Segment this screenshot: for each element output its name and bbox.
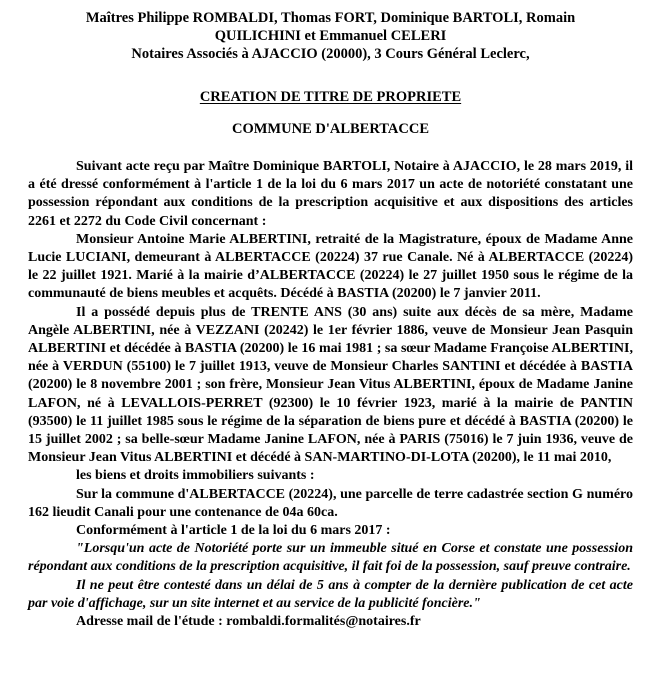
para-possession-history: Il a possédé depuis plus de TRENTE ANS (30 ans) suite aux décès de sa mère, Madame Angèle ALBERTINI, née à VEZZANI (20242) le 1er février 1886, veuve de Monsieur Jean Pasquin ALBERTINI et décédée à BASTIA (20200) le 16 mai 1981 ; sa sœur Madame Françoise ALBERTINI, née à VERDUN (55100) le 7 juillet 1913, veuve de Monsieur Charles SANTINI et décédée à BASTIA (20200) le 8 novembre 2001 ; son frère, Monsieur Jean Vitus ALBERTINI, époux de Madame Janine LAFON, né à LEVALLOIS-PERRET (92300) le 10 février 1923, marié à la mairie de PANTIN (93500) le 11 juillet 1985 sous le régime de la séparation de biens pure et décédé à BASTIA (20200) le 15 juillet 2002 ; sa belle-sœur Madame Janine LAFON, née à PARIS (75016) le 7 juin 1936, veuve de Monsieur Jean Vitus ALBERTINI et décédé à SAN-MARTINO-DI-LOTA (20200), le 11 mai 2010, bbox=[28, 304, 633, 466]
para-office-email: Adresse mail de l'étude : rombaldi.formalités@notaires.fr bbox=[76, 614, 421, 630]
para-law-quote-2: Il ne peut être contesté dans un délai de 5 ans à compter de la dernière publication de cet acte par voie d'affichage, sur un site internet et au service de la publicité foncière." bbox=[28, 577, 633, 611]
para-deed-intro: Suivant acte reçu par Maître Dominique BARTOLI, Notaire à AJACCIO, le 28 mars 2019, il a été dressé conformément à l'article 1 de la loi du 6 mars 2017 un acte de notoriété constatant une possession répondant aux conditions de la prescription acquisitive et aux dispositions des articles 2261 et 2272 du Code Civil concernant : bbox=[28, 159, 633, 229]
notary-names-line1: Maîtres Philippe ROMBALDI, Thomas FORT, Dominique BARTOLI, Romain bbox=[85, 10, 576, 26]
notary-office-address: Notaires Associés à AJACCIO (20000), 3 Cours Général Leclerc, bbox=[131, 46, 530, 62]
para-law-quote-1: "Lorsqu'un acte de Notoriété porte sur un immeuble situé en Corse et constate une possession répondant aux conditions de la prescription acquisitive, il fait foi de la possession, sauf preuve contraire. bbox=[28, 541, 633, 575]
document-title: CREATION DE TITRE DE PROPRIETE bbox=[199, 89, 462, 105]
para-deceased-owner: Monsieur Antoine Marie ALBERTINI, retraité de la Magistrature, époux de Madame Anne Lucie LUCIANI, demeurant à ALBERTACCE (20224) 37 rue Canale. Né à ALBERTACCE (20224) le 22 juillet 1921. Marié à la mairie d’ALBERTACCE (20224) le 27 juillet 1950 sous le régime de la communauté de biens meubles et acquêts. Décédé à BASTIA (20200) le 7 janvier 2011. bbox=[28, 231, 633, 302]
para-property-rights-intro: les biens et droits immobiliers suivants : bbox=[76, 468, 315, 484]
notary-names-line2: QUILICHINI et Emmanuel CELERI bbox=[214, 28, 447, 44]
commune-subtitle: COMMUNE D'ALBERTACCE bbox=[232, 121, 429, 137]
para-parcel-description: Sur la commune d'ALBERTACCE (20224), une parcelle de terre cadastrée section G numéro 162 lieudit Canali pour une contenance de 04a 60ca. bbox=[28, 486, 633, 520]
document-body bbox=[28, 158, 633, 631]
para-law-reference: Conformément à l'article 1 de la loi du 6 mars 2017 : bbox=[76, 523, 391, 539]
notary-letterhead bbox=[28, 9, 633, 63]
